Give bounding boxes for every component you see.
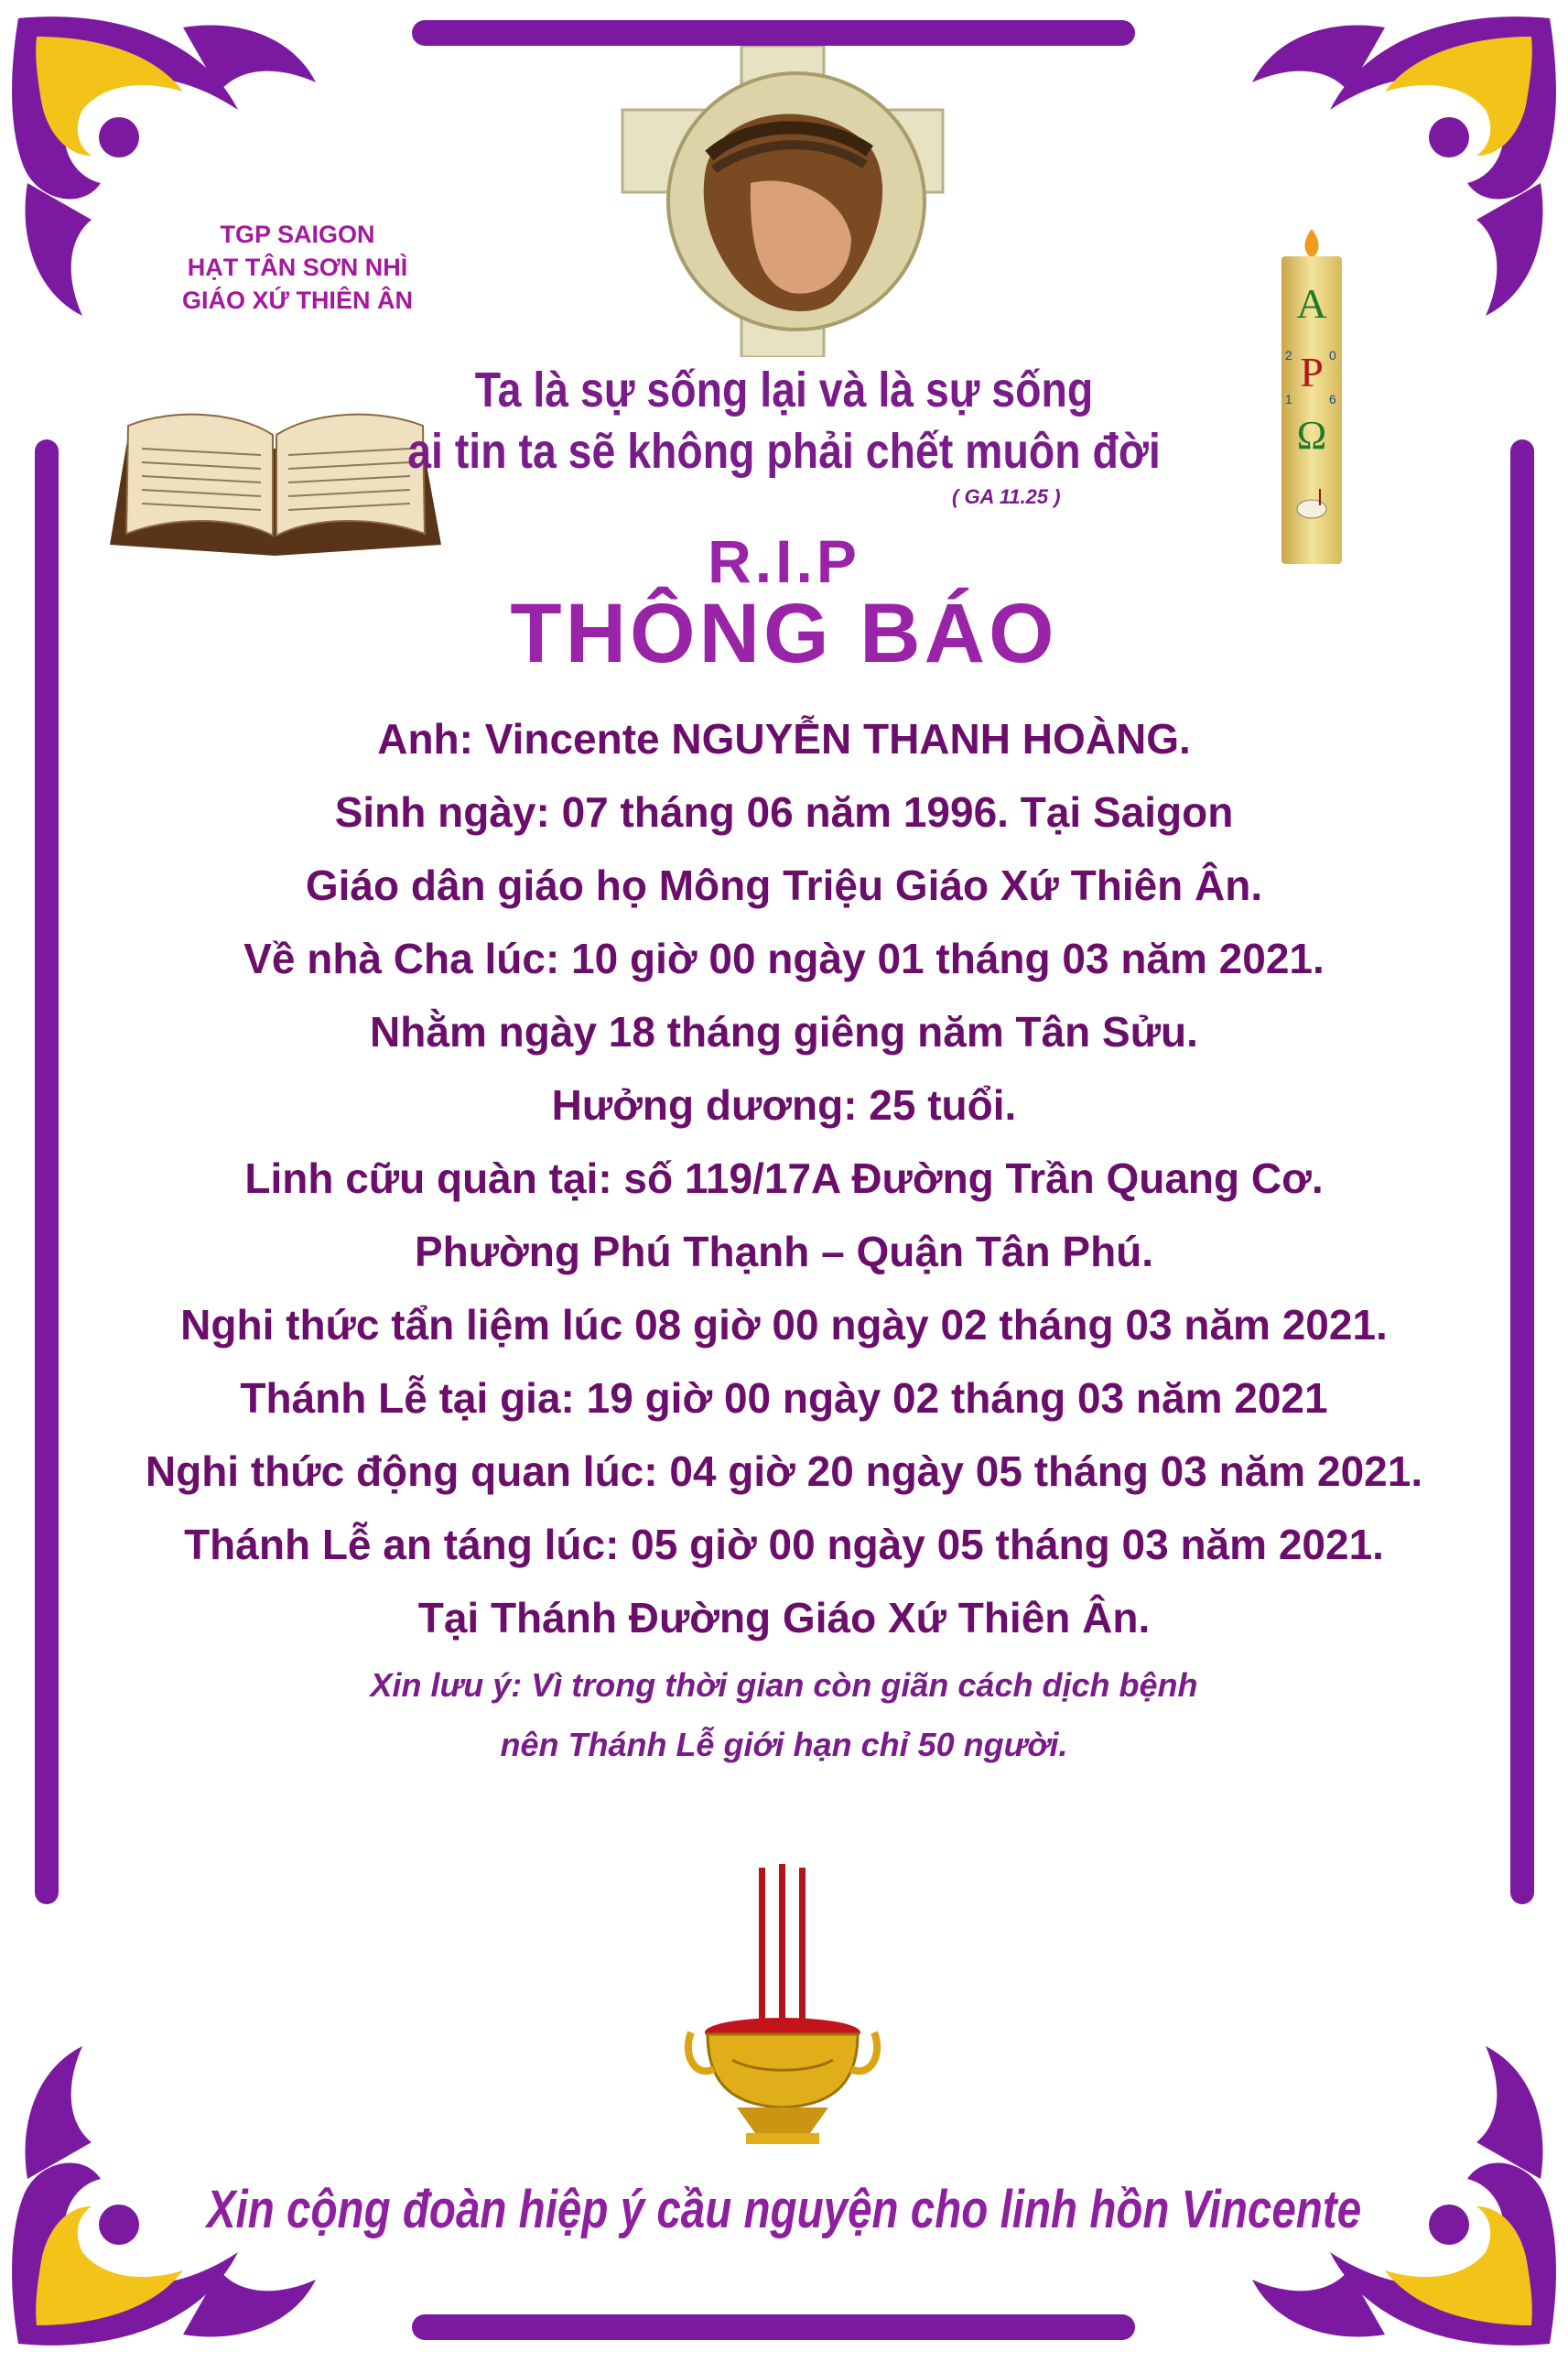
announcement-line: Thánh Lễ an táng lúc: 05 giờ 00 ngày 05 tháng 03 năm 2021.: [184, 1521, 1384, 1568]
quote-reference: ( GA 11.25 ): [952, 485, 1061, 508]
announcement-line: Nhằm ngày 18 tháng giêng năm Tân Sửu.: [370, 1008, 1198, 1056]
quote-line-2: ai tin ta sẽ không phải chết muôn đời: [407, 424, 1161, 479]
announcement-line: Tại Thánh Đường Giáo Xứ Thiên Ân.: [417, 1594, 1151, 1641]
announcement-line: Giáo dân giáo họ Mông Triệu Giáo Xứ Thiên Ân.: [305, 861, 1263, 909]
frame-top-bar: [412, 20, 1135, 46]
announcement-line: Nghi thức tẩn liệm lúc 08 giờ 00 ngày 02 tháng 03 năm 2021.: [180, 1301, 1388, 1349]
parish-line-1: TGP SAIGON: [220, 221, 375, 248]
announcement-line: Anh: Vincente NGUYỄN THANH HOÀNG.: [377, 715, 1191, 763]
announcement-line: Nghi thức động quan lúc: 04 giờ 20 ngày 05 tháng 03 năm 2021.: [145, 1447, 1423, 1495]
announcement-line: Linh cữu quàn tại: số 119/17A Đường Trần Quang Cơ.: [244, 1154, 1324, 1202]
candle-chi-rho: P: [1300, 349, 1324, 395]
announcement-line: Sinh ngày: 07 tháng 06 năm 1996. Tại Saigon: [334, 788, 1234, 836]
candle-year-digit-3: 1: [1285, 392, 1292, 406]
announcement-line: Hưởng dương: 25 tuổi.: [551, 1081, 1017, 1129]
quote-line-1: Ta là sự sống lại và là sự sống: [474, 363, 1094, 417]
parish-line-3: GIÁO XỨ THIÊN ÂN: [182, 287, 413, 314]
parish-line-2: HẠT TÂN SƠN NHÌ: [187, 254, 408, 281]
incense-burner-icon: [682, 1858, 883, 2151]
parish-header: [137, 218, 458, 317]
candle-year-digit-4: 6: [1329, 392, 1336, 406]
announcement-line: Về nhà Cha lúc: 10 giờ 00 ngày 01 tháng 03 năm 2021.: [243, 935, 1325, 982]
note-line-2: nên Thánh Lễ giới hạn chỉ 50 người.: [500, 1726, 1068, 1763]
page-title: THÔNG BÁO: [510, 587, 1058, 680]
lamb-icon: [1292, 485, 1331, 522]
footer-prayer: Xin cộng đoàn hiệp ý cầu nguyện cho linh hồn Vincente: [206, 2180, 1362, 2239]
candle-year-digit-1: 2: [1285, 348, 1292, 363]
candle-omega: Ω: [1296, 413, 1327, 458]
candle-year-digit-2: 0: [1329, 348, 1336, 363]
candle-alpha: A: [1296, 280, 1327, 327]
candle-flame-icon: [1300, 229, 1324, 258]
announcement-line: Phường Phú Thạnh – Quận Tân Phú.: [414, 1228, 1154, 1275]
rip-heading: R.I.P: [708, 527, 860, 595]
note-line-1: Xin lưu ý: Vì trong thời gian còn giãn cách dịch bệnh: [370, 1666, 1198, 1704]
jesus-crown-of-thorns-icon: [604, 46, 961, 357]
announcement-line: Thánh Lễ tại gia: 19 giờ 00 ngày 02 tháng 03 năm 2021: [240, 1374, 1328, 1422]
frame-bottom-bar: [412, 2314, 1135, 2340]
